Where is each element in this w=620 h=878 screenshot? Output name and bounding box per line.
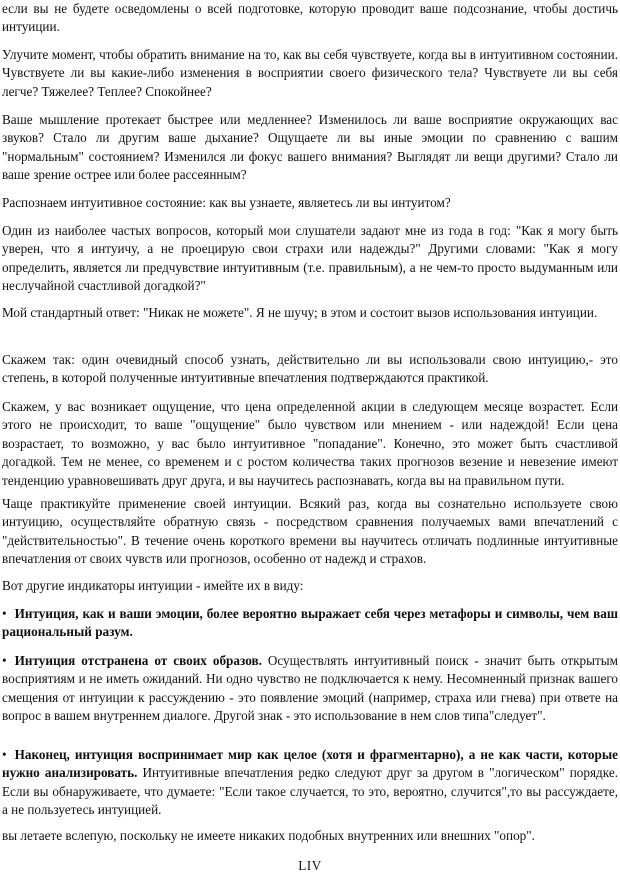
paragraph-6: Мой стандартный ответ: "Никак не можете". Я не шучу; в этом и состоит вызов использования интуиции. [2,305,598,320]
bullet-item-3 [2,746,618,820]
paragraph-5: Один из наиболее частых вопросов, который мои слушатели задают мне из года в год: "Как я могу быть уверен, что я интуичу, а не проецирую свои страхи или надежды?" Другими словами: "Как я могу определить, является ли предчувствие интуитивным (т.е. правильным), а не чем-то просто выдуманным или неслучайной счастливой догадкой?" [2,223,618,294]
paragraph-8: Скажем, у вас возникает ощущение, что цена определенной акции в следующем месяце возрастет. Если этого не происходит, то ваше "ощущение" было чувством или мнением - или надеждой! Если цена возрастает, то возможно, у вас было интуитивное "попадание". Конечно, это может быть счастливой догадкой. Тем не менее, со временем и с ростом количества таких прогнозов везение и невезение имеют тенденцию уравновешивать друг друга, и вы научитесь распознавать, когда вы на правильном пути. [2,399,618,488]
paragraph-4: Распознаем интуитивное состояние: как вы узнаете, являетесь ли вы интуитом? [2,195,451,210]
bullet-item-2 [2,652,618,726]
paragraph-9: Чаще практикуйте применение своей интуиции. Всякий раз, когда вы сознательно используете свою интуицию, осуществляйте обратную связь - посредством сравнения получаемых вами впечатлений с "действительностью". В течение очень короткого времени вы научитесь отличать подлинные интуитивные впечатления от своих чувств или прогнозов, особенно от надежд и страхов. [2,496,618,567]
bullet-marker: • [2,653,7,668]
bullet-3-text: Интуитивные впечатления редко следуют друг за другом в "логическом" порядке. Если вы обнаруживаете, что думаете: "Если такое случается, то это, вероятно, случится",то вы рассуждаете, а не пользуетесь интуицией. [2,765,618,818]
bullet-2-text: Осуществлять интуитивный поиск - значит быть открытым восприятиям и не иметь ожиданий. Ни одно чувство не подключается к нему. Несомненный признак вашего смещения от интуиции к рассуждению - это появление эмоций (например, страха или гнева) при ответе на вопрос в вашем внутреннем диалоге. Другой знак - это использование в нем слов типа"следует". [2,653,618,724]
bullet-item-1 [2,605,618,642]
bullet-marker: • [2,606,7,621]
bullet-marker: • [2,747,7,762]
paragraph-14: вы летаете вслепую, поскольку не имеете никаких подобных внутренних или внешних "опор". [2,828,535,843]
paragraph-10: Вот другие индикаторы интуиции - имейте их в виду: [2,578,304,593]
paragraph-2: Улучите момент, чтобы обратить внимание на то, как вы себя чувствуете, когда вы в интуитивном состоянии. Чувствуете ли вы какие-либо изменения в восприятии своего физического тела? Чувствуете ли вы себя легче? Тяжелее? Теплее? Спокойнее? [2,47,618,99]
bullet-2-bold: Интуиция отстранена от своих образов. [14,653,262,668]
bullet-3-bold: Наконец, интуиция воспринимает мир как целое (хотя и фрагментарно), а не как части, которые нужно анализировать. [2,747,618,781]
paragraph-1: если вы не будете осведомлены о всей подготовке, которую проводит ваше подсознание, чтобы достичь интуиции. [2,1,618,35]
bullet-1-bold: Интуиция, как и ваши эмоции, более вероятно выражает себя через метафоры и символы, чем ваш рациональный разум. [2,606,618,640]
page-number: LIV [298,858,322,873]
paragraph-3: Ваше мышление протекает быстрее или медленнее? Изменилось ли ваше восприятие окружающих вас звуков? Стало ли другим ваше дыхание? Ощущаете ли вы иные эмоции по сравнению с вашим "нормальным" состоянием? Изменился ли фокус вашего внимания? Выглядят ли вещи другими? Стало ли ваше зрение острее или более рассеянным? [2,112,618,183]
paragraph-7: Скажем так: один очевидный способ узнать, действительно ли вы использовали свою интуицию,- это степень, в которой полученные интуитивные впечатления подтверждаются практикой. [2,352,618,386]
